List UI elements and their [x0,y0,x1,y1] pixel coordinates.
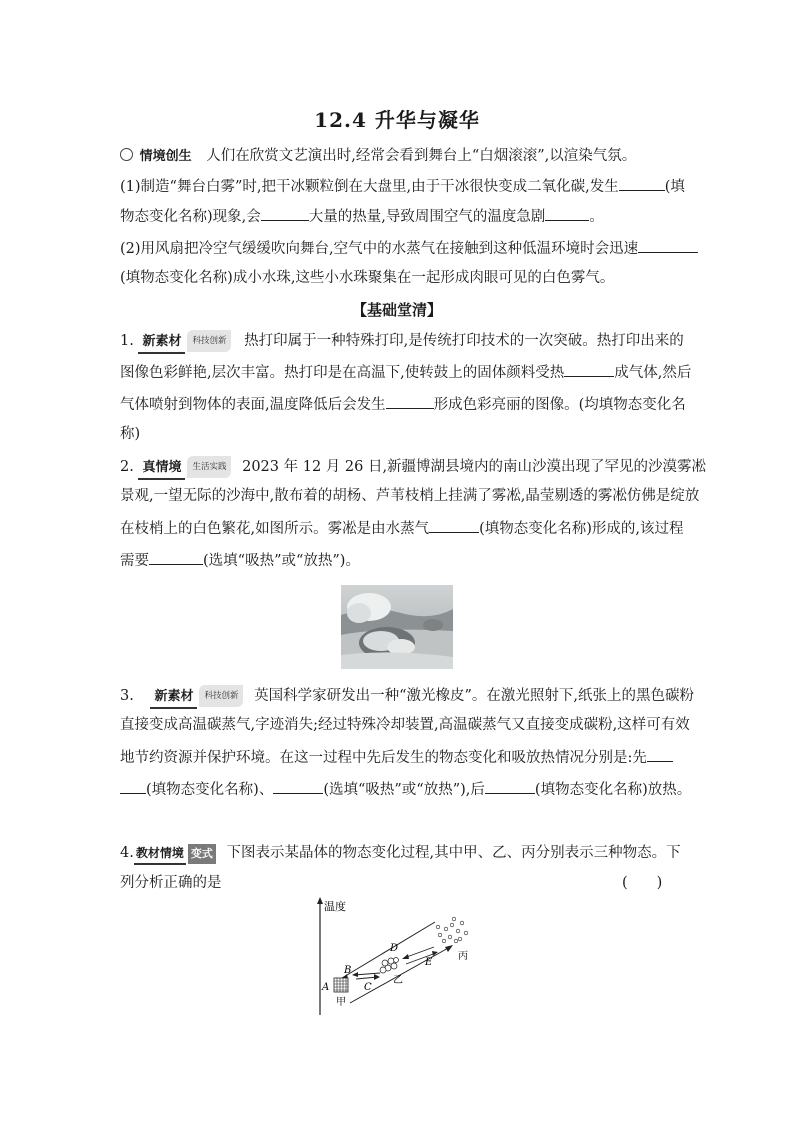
q3-text-4b: (填物态变化名称)、 [146,782,274,798]
phase-change-diagram [300,895,490,1020]
question-number: 1. [120,333,134,349]
answer-blank[interactable] [120,779,146,794]
q1-line-4 [120,424,680,444]
q2-line-2 [120,486,700,506]
q2-line-3 [120,518,684,539]
q1-text-1: 热打印属于一种特殊打印,是传统打印技术的一次突破。热打印出来的 [244,333,684,349]
answer-blank[interactable] [545,206,589,221]
q1-line-3 [120,394,686,415]
q2-text-1: 2023 年 12 月 26 日,新疆博湖县境内的南山沙漠出现了罕见的沙漠雾凇 [242,459,707,475]
q1-text-3b: 形成色彩亮丽的图像。(均填物态变化名 [433,397,686,413]
answer-blank[interactable] [149,550,203,565]
answer-parentheses[interactable]: ( ) [622,875,663,891]
q1-text-2b: 成气体,然后 [614,365,692,381]
q4-line-1 [120,843,680,865]
textbook-scenario-tag: 教材情境 [134,843,186,865]
q1-text-3: 气体喷射到物体的表面,温度降低后会发生 [120,397,386,413]
liquid-state-drops [380,958,399,974]
answer-blank[interactable] [564,362,614,377]
label-d: D [390,943,399,954]
tech-innovation-tag: 科技创新 [187,330,231,352]
label-c: C [364,982,372,993]
state-label-yi: 乙 [393,975,403,986]
intro-q2-line-1 [120,238,680,259]
intro-line-1 [120,146,680,167]
q3-text-4d: (填物态变化名称)放热。 [534,782,692,798]
y-axis-label: 温度 [324,900,346,913]
q3-line-3 [120,747,680,768]
q2-text-4b: (选填“吸热”或“放热”)。 [203,553,360,569]
answer-blank[interactable] [619,176,665,191]
question-number: 4. [120,845,134,861]
question-number: 3. [120,688,134,704]
intro-text: 人们在欣赏文艺演出时,经常会看到舞台上“白烟滚滚”,以渲染气氛。 [206,148,637,164]
q2-text-2: 景观,一望无际的沙海中,散布着的胡杨、芦苇枝梢上挂满了雾凇,晶莹剔透的雾凇仿佛是绽放 [120,488,700,504]
q2-text-4: 需要 [120,553,149,569]
intro-q1-text-c: 物态变化名称)现象,会 [120,209,261,225]
label-b: B [344,965,352,976]
axis-arrow-icon [317,897,323,904]
q3-text-3: 地节约资源并保护环境。在这一过程中先后发生的物态变化和吸放热情况分别是:先 [120,750,647,766]
real-scenario-tag: 真情境 [138,458,185,480]
gas-state-particles [436,917,468,943]
q2-line-1 [120,456,707,480]
intro-q1-text-d: 大量的热量,导致周围空气的温度急剧 [308,209,546,225]
q4-line-2 [120,873,680,893]
q3-text-2: 直接变成高温碳蒸气,字迹消失;经过特殊冷却装置,高温碳蒸气又直接变成碳粉,这样可有效 [120,717,690,733]
q3-text-1: 英国科学家研发出一种“激光橡皮”。在激光照射下,纸张上的黑色碳粉 [254,688,695,704]
solid-state-block [334,978,348,992]
q4-text-1: 下图表示某晶体的物态变化过程,其中甲、乙、丙分别表示三种物态。下 [226,845,681,861]
q3-line-4 [120,779,692,800]
state-label-jia: 甲 [336,997,346,1008]
state-label-bing: 丙 [458,951,468,962]
intro-q2-text-b: (填物态变化名称)成小水珠,这些小水珠聚集在一起形成肉眼可见的白色雾气。 [120,270,615,286]
question-number: 2. [120,459,134,475]
answer-blank[interactable] [485,779,535,794]
intro-q1-text-b: (填 [664,179,685,195]
q3-text-4c: (选填“吸热”或“放热”),后 [323,782,485,798]
q2-line-4 [120,550,680,571]
lightbulb-icon [120,148,133,161]
answer-blank[interactable] [386,394,434,409]
q2-text-3: 在枝梢上的白色繁花,如图所示。雾凇是由水蒸气 [120,521,430,537]
label-a: A [322,982,330,993]
section-title: 【基础堂清】 [351,301,442,319]
new-material-tag: 新素材 [138,332,185,354]
answer-blank[interactable] [429,518,479,533]
q4-text-2: 列分析正确的是 [120,875,222,891]
life-practice-tag: 生活实践 [187,456,231,478]
intro-q1-text-a: (1)制造“舞台白雾”时,把干冰颗粒倒在大盘里,由于干冰很快变成二氧化碳,发生 [120,179,619,195]
intro-q2-line-2 [120,268,680,288]
q2-text-3b: (填物态变化名称)形成的,该过程 [479,521,684,537]
q1-text-4: 称) [120,426,141,442]
answer-blank[interactable] [647,747,673,762]
tech-innovation-tag: 科技创新 [199,685,243,707]
label-e: E [425,957,433,968]
page-title: 12.4 升华与凝华 [314,108,480,132]
intro-tag: 情境创生 [139,149,192,164]
intro-q2-text-a: (2)用风扇把冷空气缓缓吹向舞台,空气中的水蒸气在接触到这种低温环境时会迅速 [120,241,639,257]
q1-line-1 [120,330,684,354]
new-material-tag: 新素材 [150,687,197,709]
intro-q1-text-e: 。 [589,209,604,225]
rime-landscape-photo [341,585,453,669]
answer-blank[interactable] [273,779,323,794]
variant-tag: 变式 [188,844,216,864]
intro-q1-line-1 [120,176,685,197]
q1-text-2: 图像色彩鲜艳,层次丰富。热打印是在高温下,使转鼓上的固体颜料受热 [120,365,565,381]
q3-line-2 [120,715,690,735]
answer-blank[interactable] [261,206,309,221]
q1-line-2 [120,362,692,383]
q3-line-1 [120,685,695,709]
answer-blank[interactable] [638,238,698,253]
intro-q1-line-2 [120,206,680,227]
